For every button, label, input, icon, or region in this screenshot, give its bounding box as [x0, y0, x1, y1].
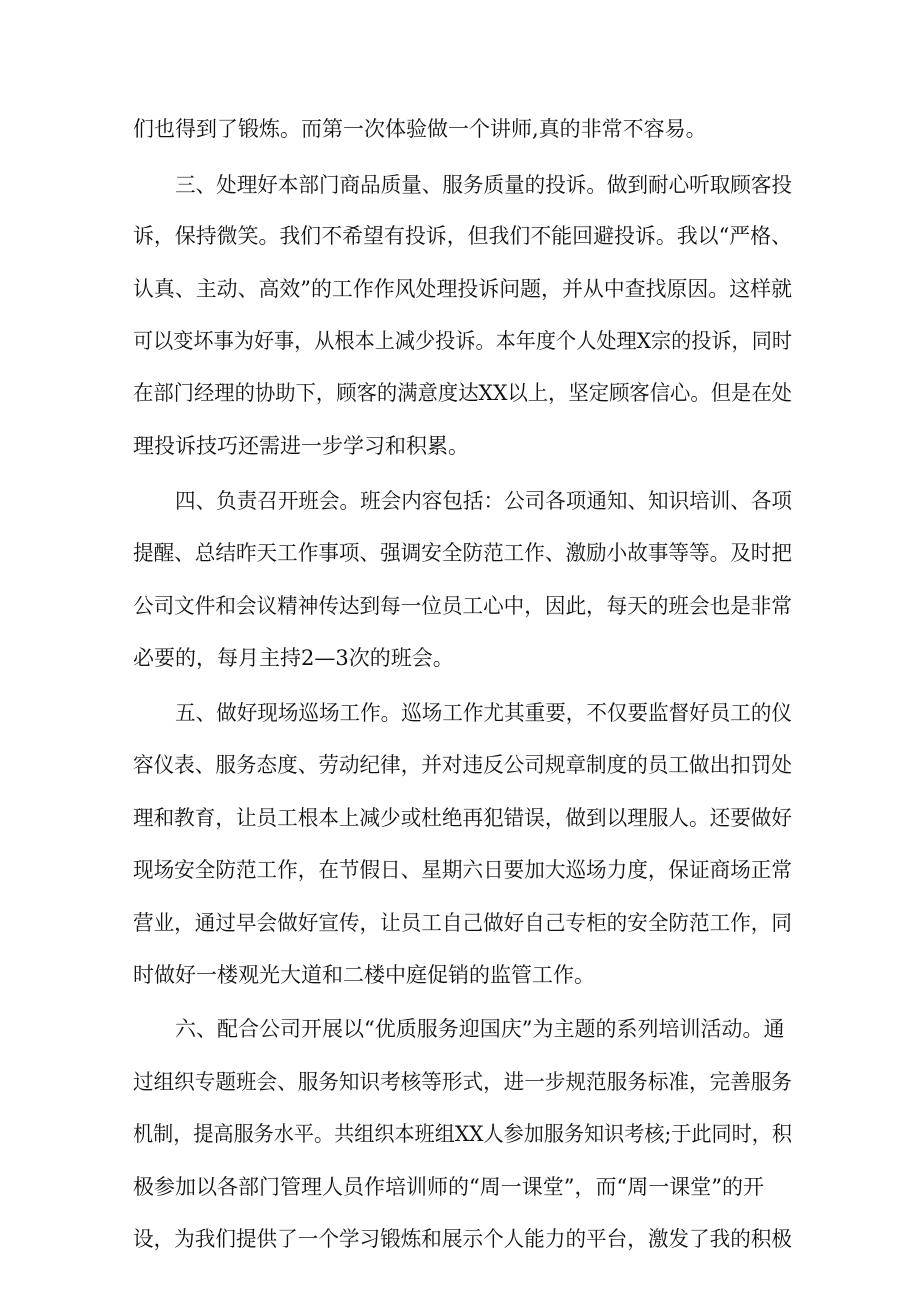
line-text: 提醒、总结昨天工作事项、强调安全防范工作、激励小故事等等。及时把	[133, 541, 792, 565]
text-line	[0, 899, 920, 947]
text-line	[0, 422, 920, 470]
line-text: 极参加以各部门管理人员作培训师的“周一课堂”，而“周一课堂”的开	[133, 1175, 764, 1199]
line-text: 在部门经理的协助下，顾客的满意度达XX以上，坚定顾客信心。但是在处	[133, 381, 792, 405]
text-line	[0, 1005, 920, 1053]
text-line	[0, 582, 920, 630]
text-line	[0, 161, 920, 209]
text-line	[0, 1163, 920, 1211]
text-line	[0, 105, 920, 153]
line-text: 过组织专题班会、服务知识考核等形式，进一步规范服务标准，完善服务	[133, 1070, 792, 1094]
line-text: 容仪表、服务态度、劳动纪律，并对违反公司规章制度的员工做出扣罚处	[133, 753, 792, 777]
line-text: 可以变坏事为好事，从根本上减少投诉。本年度个人处理X宗的投诉，同时	[133, 329, 792, 353]
text-line	[0, 317, 920, 365]
line-text: 理和教育，让员工根本上减少或杜绝再犯错误，做到以理服人。还要做好	[133, 806, 792, 830]
text-line	[0, 369, 920, 417]
text-line	[0, 689, 920, 737]
line-text: 营业，通过早会做好宣传，让员工自己做好自己专柜的安全防范工作，同	[133, 911, 792, 935]
text-line	[0, 1058, 920, 1106]
line-text: 理投诉技巧还需进一步学习和积累。	[133, 434, 469, 458]
line-text: 现场安全防范工作，在节假日、星期六日要加大巡场力度，保证商场正常	[133, 858, 792, 882]
text-line	[0, 529, 920, 577]
text-line	[0, 794, 920, 842]
line-text: 机制，提高服务水平。共组织本班组XX人参加服务知识考核;于此同时，积	[133, 1122, 792, 1146]
text-line	[0, 846, 920, 894]
text-line	[0, 1110, 920, 1158]
text-line	[0, 1215, 920, 1263]
line-text: 四、负责召开班会。班会内容包括：公司各项通知、知识培训、各项	[175, 489, 792, 513]
text-line	[0, 212, 920, 260]
line-text: 设，为我们提供了一个学习锻炼和展示个人能力的平台，激发了我的积极	[133, 1227, 792, 1251]
line-text: 诉，保持微笑。我们不希望有投诉，但我们不能回避投诉。我以“严格、	[133, 224, 792, 248]
line-text: 时做好一楼观光大道和二楼中庭促销的监管工作。	[133, 963, 595, 987]
line-text: 公司文件和会议精神传达到每一位员工心中，因此，每天的班会也是非常	[133, 594, 792, 618]
line-text: 五、做好现场巡场工作。巡场工作尤其重要，不仅要监督好员工的仪	[175, 701, 792, 725]
text-line	[0, 265, 920, 313]
line-text: 必要的，每月主持2—3次的班会。	[133, 646, 454, 670]
text-line	[0, 477, 920, 525]
line-text: 认真、主动、高效”的工作作风处理投诉问题，并从中查找原因。这样就	[133, 277, 792, 301]
line-text: 三、处理好本部门商品质量、服务质量的投诉。做到耐心听取顾客投	[175, 173, 792, 197]
text-line	[0, 741, 920, 789]
text-line	[0, 951, 920, 999]
line-text: 六、配合公司开展以“优质服务迎国庆”为主题的系列培训活动。通	[175, 1017, 785, 1041]
line-text: 们也得到了锻炼。而第一次体验做一个讲师,真的非常不容易。	[133, 117, 707, 141]
text-line	[0, 634, 920, 682]
